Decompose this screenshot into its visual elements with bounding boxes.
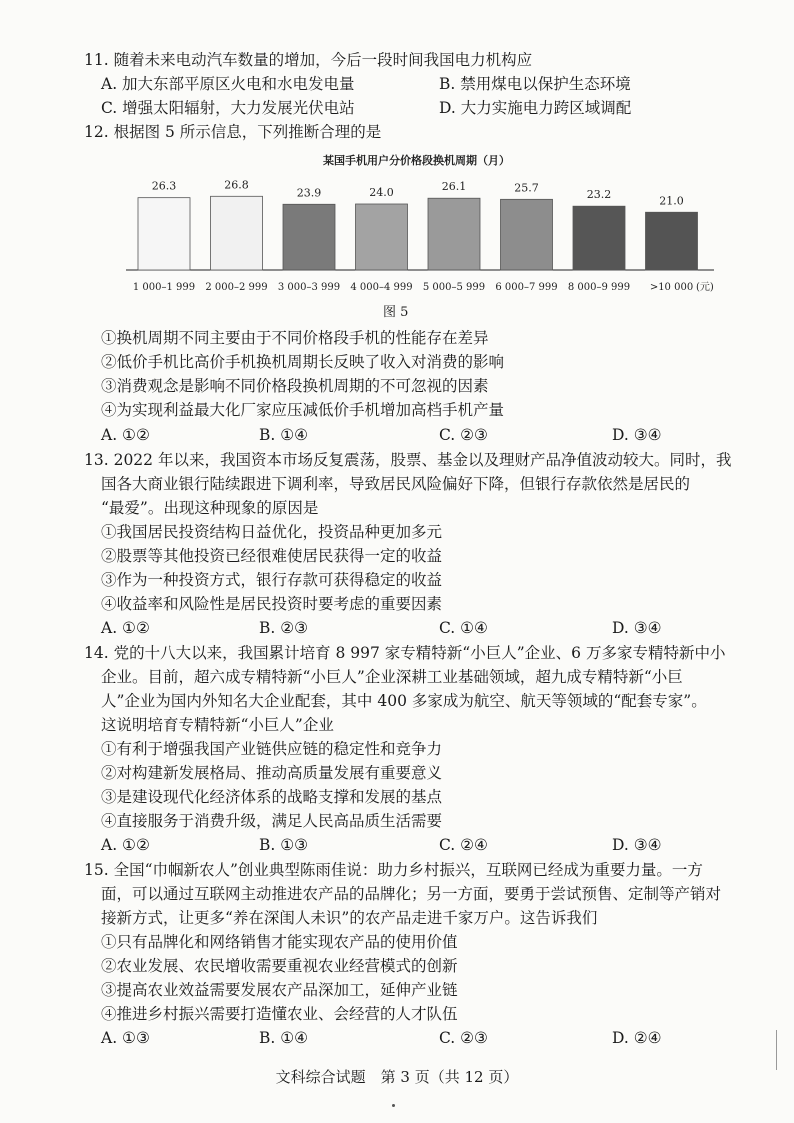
bar-1: [138, 198, 190, 270]
q12-stem: 12. 根据图 5 所示信息，下列推断合理的是: [84, 123, 382, 141]
q11-option-b: B. 禁用煤电以保护生态环境: [439, 75, 631, 93]
chart-title: 某国手机用户分价格段换机周期（月）: [323, 155, 510, 167]
x-axis-unit: (元): [696, 282, 714, 293]
q14-stem-line-1: 14. 党的十八大以来，我国累计培育 8 997 家专精特新“小巨人”企业、6 万多家专精特新中小: [84, 644, 726, 662]
q13-option-b: B. ②③: [259, 619, 309, 637]
q15-option-b: B. ①④: [259, 1029, 309, 1047]
q14-statement-1: ①有利于增强我国产业链供应链的稳定性和竞争力: [101, 740, 443, 758]
bar-value-label-7: 23.2: [586, 188, 612, 202]
q11-stem: 11. 随着未来电动汽车数量的增加，今后一段时间我国电力机构应: [84, 51, 533, 69]
q13-option-a: A. ①②: [101, 619, 150, 637]
q13-option-c: C. ①④: [439, 619, 488, 637]
bar-7: [573, 206, 625, 270]
bar-value-label-1: 26.3: [151, 179, 177, 193]
q15-statement-4: ④推进乡村振兴需要打造懂农业、会经营的人才队伍: [101, 1005, 458, 1023]
q12-option-a: A. ①②: [101, 426, 150, 444]
x-tick-label-7: 8 000–9 999: [567, 282, 631, 293]
q14-stem-line-3: 人”企业为国内外知名大企业配套，其中 400 多家成为航空、航天等领域的“配套专家”。: [101, 692, 707, 710]
q15-stem-line-2: 面，可以通过互联网主动推进农产品的品牌化；另一方面，要勇于尝试预售、定制等产销对: [101, 885, 722, 903]
q14-option-b: B. ①③: [259, 836, 309, 854]
bar-4: [356, 204, 408, 270]
bar-value-label-6: 25.7: [514, 181, 539, 195]
q12-statement-3: ③消费观念是影响不同价格段换机周期的不可忽视的因素: [101, 377, 489, 395]
bar-value-label-3: 23.9: [296, 186, 322, 200]
q11-option-c: C. 增强太阳辐射，大力发展光伏电站: [101, 99, 355, 117]
q15-stem-line-1: 15. 全国“巾帼新农人”创业典型陈雨佳说：助力乡村振兴，互联网已经成为重要力量。一方: [84, 861, 703, 879]
q13-statement-3: ③作为一种投资方式，银行存款可获得稳定的收益: [101, 571, 443, 589]
page-mark: [392, 1104, 395, 1107]
bar-2: [211, 196, 263, 270]
q13-stem-line-1: 13. 2022 年以来，我国资本市场反复震荡，股票、基金以及理财产品净值波动较大。同时，我: [84, 451, 732, 469]
q12-statement-4: ④为实现利益最大化厂家应压减低价手机增加高档手机产量: [101, 401, 505, 419]
bar-value-label-8: 21.0: [659, 194, 684, 208]
q12-option-d: D. ③④: [612, 426, 662, 444]
bar-value-label-2: 26.8: [224, 178, 249, 192]
q14-stem-line-4: 这说明培育专精特新“小巨人”企业: [101, 716, 334, 734]
bar-3: [283, 204, 335, 270]
q15-stem-line-3: 接新方式，让更多“养在深闺人未识”的农产品走进千家万户。这告诉我们: [101, 909, 598, 927]
q15-statement-1: ①只有品牌化和网络销售才能实现农产品的使用价值: [101, 933, 458, 951]
q14-statement-3: ③是建设现代化经济体系的战略支撑和发展的基点: [101, 788, 443, 806]
figure-5-bar-chart: [118, 150, 718, 325]
page-footer: 文科综合试题 第 3 页（共 12 页）: [275, 1068, 519, 1086]
bar-8: [646, 212, 698, 270]
x-tick-label-6: 6 000–7 999: [495, 282, 558, 293]
q11-option-a: A. 加大东部平原区火电和水电发电量: [101, 75, 355, 93]
q12-statement-2: ②低价手机比高价手机换机周期长反映了收入对消费的影响: [101, 353, 505, 371]
q14-statement-4: ④直接服务于消费升级，满足人民高品质生活需要: [101, 812, 443, 830]
x-tick-label-1: 1 000–1 999: [132, 282, 196, 293]
q15-option-c: C. ②③: [439, 1029, 488, 1047]
q13-stem-line-3: “最爱”。出现这种现象的原因是: [101, 499, 319, 517]
margin-rule: [776, 1030, 777, 1070]
q13-option-d: D. ③④: [612, 619, 662, 637]
q14-statement-2: ②对构建新发展格局、推动高质量发展有重要意义: [101, 764, 443, 782]
q13-statement-4: ④收益率和风险性是居民投资时要考虑的重要因素: [101, 595, 443, 613]
q12-statement-1: ①换机周期不同主要由于不同价格段手机的性能存在差异: [101, 329, 489, 347]
q13-stem-line-2: 国各大商业银行陆续跟进下调利率，导致居民风险偏好下降，但银行存款依然是居民的: [101, 475, 691, 493]
x-tick-label-3: 3 000–3 999: [277, 282, 341, 293]
x-tick-label-2: 2 000–2 999: [205, 282, 268, 293]
q12-option-c: C. ②③: [439, 426, 488, 444]
q15-statement-2: ②农业发展、农民增收需要重视农业经营模式的创新: [101, 957, 458, 975]
q14-option-d: D. ③④: [612, 836, 662, 854]
q13-statement-1: ①我国居民投资结构日益优化，投资品种更加多元: [101, 523, 443, 541]
q12-option-b: B. ①④: [259, 426, 309, 444]
q13-statement-2: ②股票等其他投资已经很难使居民获得一定的收益: [101, 547, 443, 565]
bar-5: [428, 198, 480, 270]
x-tick-label-4: 4 000–4 999: [350, 282, 413, 293]
q14-stem-line-2: 企业。目前，超六成专精特新“小巨人”企业深耕工业基础领域，超九成专精特新“小巨: [101, 668, 683, 686]
bar-6: [501, 199, 553, 270]
bar-value-label-4: 24.0: [369, 186, 394, 199]
q14-option-a: A. ①②: [101, 836, 150, 854]
q14-option-c: C. ②④: [439, 836, 488, 854]
bar-value-label-5: 26.1: [441, 180, 467, 194]
x-tick-label-8: >10 000: [649, 282, 694, 293]
q15-option-d: D. ②④: [612, 1029, 662, 1047]
x-tick-label-5: 5 000–5 999: [422, 282, 486, 293]
q11-option-d: D. 大力实施电力跨区域调配: [439, 99, 632, 117]
q15-statement-3: ③提高农业效益需要发展农产品深加工，延伸产业链: [101, 981, 458, 999]
figure-caption: 图 5: [383, 305, 409, 320]
q15-option-a: A. ①③: [101, 1029, 150, 1047]
